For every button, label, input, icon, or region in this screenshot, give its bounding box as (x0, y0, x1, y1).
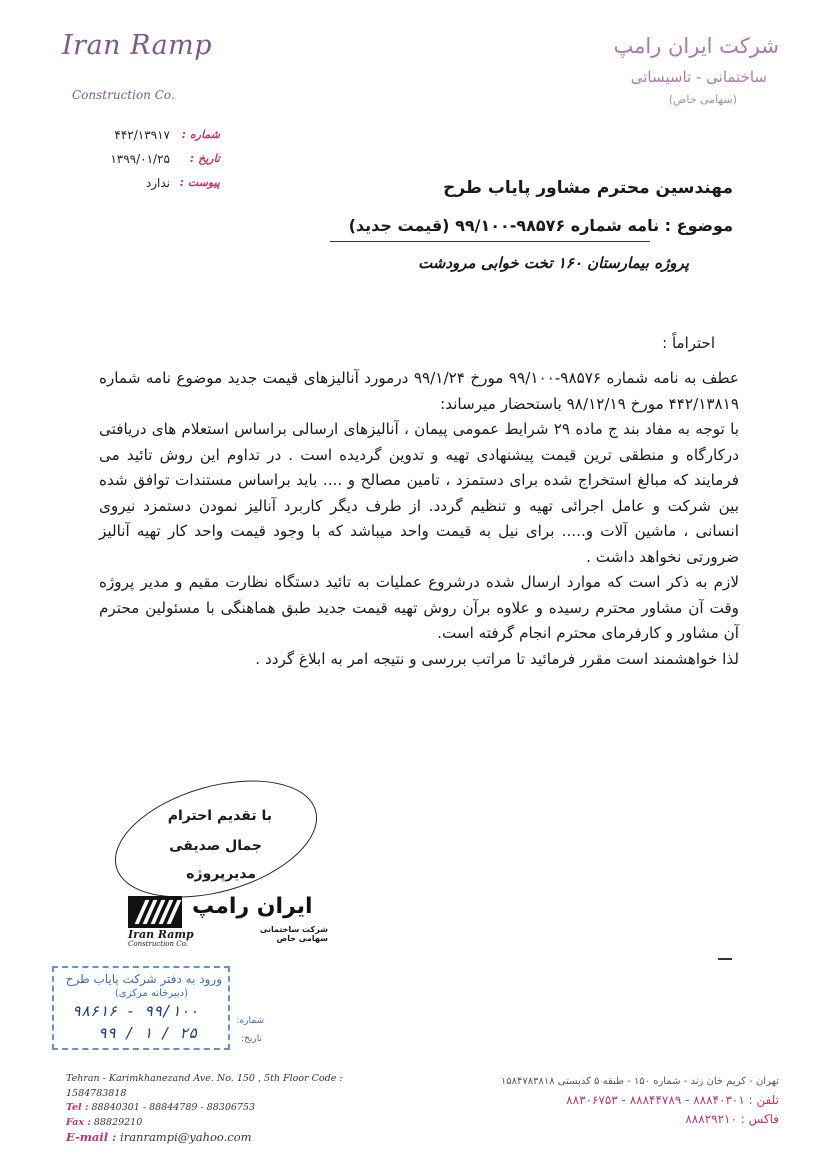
ramp-logo-icon (128, 896, 182, 928)
footer-tel-label: Tel : (66, 1102, 89, 1113)
stamp-number: ۹۸۶۱۶ - ۹۹/۱۰۰ (72, 1002, 199, 1020)
margin-dash (718, 958, 732, 960)
letter-attachment-label: پیوست : (179, 176, 220, 189)
footer-fax-fa: فاکس : ۸۸۸۲۹۲۱۰ (685, 1112, 779, 1126)
footer-email-label: E-mail : (66, 1130, 117, 1144)
signer-name: جمال صدیقی (169, 838, 262, 854)
footer-contact-en (66, 1072, 396, 1145)
footer-address-fa: تهران - کریم خان زند - شماره ۱۵۰ - طبقه ۵ کدپستی ۱۵۸۴۷۸۳۸۱۸ (500, 1076, 779, 1087)
footer-tel-value: 88840301 - 88844789 - 88306753 (91, 1102, 256, 1113)
stamp-subtitle: (دبیرخانه مرکزی) (114, 988, 188, 999)
salutation: احتراماً : (662, 334, 715, 352)
subject-line: موضوع : نامه شماره ۹۸۵۷۶-۹۹/۱۰۰ (قیمت جدید) (348, 216, 733, 235)
footer-address-en: Tehran - Karimkhanezand Ave. No. 150 , 5th Floor Code : 1584783818 (66, 1073, 343, 1099)
letter-number (70, 128, 220, 148)
brand-subtitle-en: Construction Co. (72, 88, 175, 102)
project-name: پروژه بیمارستان ۱۶۰ تخت خوابی مرودشت (418, 254, 689, 272)
paragraph-approval: لازم به ذکر است که موارد ارسال شده درشروع عملیات به تائید دستگاه نظارت مقیم و مدیر پروژه وقت آن مشاور محترم رسیده و علاوه برآن روش تهیه قیمت جدید طبق هماهنگی با مسئولین محترم آن مشاور و کارفرمای محترم انجام گرفته است. (99, 573, 739, 642)
letter-attachment-value: ندارد (145, 176, 170, 190)
received-stamp (52, 966, 264, 1050)
brand-subtitle-fa: ساختمانی - تاسیساتی (630, 68, 767, 86)
company-logo (128, 892, 328, 948)
logo-name-en: Iran Ramp (128, 928, 194, 941)
stamp-title: ورود به دفتر شرکت پایاب طرح (65, 972, 222, 986)
stamp-date: ۹۹ / ۱ / ۲۵ (98, 1024, 198, 1042)
brand-name-fa: شرکت ایران رامپ (613, 34, 779, 58)
letter-number-label: شماره : (181, 128, 220, 141)
letter-date-value: ۱۳۹۹/۰۱/۲۵ (110, 152, 170, 166)
footer-tel (66, 1101, 396, 1116)
footer-fax (66, 1116, 396, 1131)
footer-email-value: iranrampi@yahoo.com (120, 1130, 252, 1144)
brand-name-en: Iran Ramp (62, 30, 213, 61)
paragraph-request: لذا خواهشمند است مقرر فرمائید تا مراتب بررسی و نتیجه امر به ابلاغ گردد . (255, 649, 739, 668)
stamp-date-label: تاریخ: (241, 1034, 262, 1044)
footer-fax-value: 88829210 (93, 1116, 143, 1128)
letter-date-label: تاریخ : (189, 152, 220, 165)
footer-contact-fa (449, 1072, 779, 1129)
stamp-number-label: شماره: (236, 1016, 264, 1026)
paragraph-analysis: با توجه به مفاد بند ج ماده ۲۹ شرایط عمومی پیمان ، آنالیزهای ارسالی براساس استعلام های دریافتی درکارگاه و منطقی ترین قیمت پیشنهادی تهیه و تدوین گردیده است . در تداوم این روش تائید می فرمایند که مبالغ استخراج شده برای دستمزد ، تامین مصالح و .... باید براساس مستندات توافق شده بین شرکت و عامل اجرائی تهیه و تنظیم گردد. از طرف دیگر کاربرد آنالیز نمودن دستمزد نیروی انسانی ، ماشین آلات و..... برای نیل به قیمت واحد میباشد که با وجود قیمت واحد کار تهیه آنالیز ضرورتی نخواهد داشت . (99, 420, 739, 566)
letter-number-value: ۴۴۲/۱۳۹۱۷ (114, 128, 170, 142)
footer-tel-fa: تلفن : ۸۸۸۴۰۳۰۱ - ۸۸۸۴۴۷۸۹ - ۸۸۳۰۶۷۵۳ (566, 1093, 779, 1107)
subject-underline (330, 241, 650, 242)
paragraph-reference: عطف به نامه شماره ۹۸۵۷۶-۹۹/۱۰۰ مورخ ۹۹/۱/۲۴ درمورد آنالیزهای قیمت جدید موضوع نامه شماره ۴۴۲/۱۳۸۱۹ مورخ ۹۸/۱۲/۱۹ باستحضار میرساند: (99, 369, 739, 413)
footer-fax-label: Fax : (66, 1116, 91, 1128)
logo-subtitle-en: Construction Co. (128, 940, 188, 948)
footer-email (66, 1130, 396, 1145)
logo-name-fa: ایران رامپ (192, 894, 313, 919)
letter-attachment (70, 176, 220, 196)
signature-closing: با تقدیم احترام (167, 808, 272, 824)
brand-type-fa: (سهامی خاص) (668, 93, 737, 106)
logo-subtitle-fa: شرکت ساختمانی سهامی خاص (259, 925, 328, 943)
addressee: مهندسین محترم مشاور پایاب طرح (443, 178, 733, 198)
letter-date (70, 152, 220, 172)
letter-body (99, 366, 739, 672)
signer-title: مدیرپروژه (186, 866, 256, 882)
